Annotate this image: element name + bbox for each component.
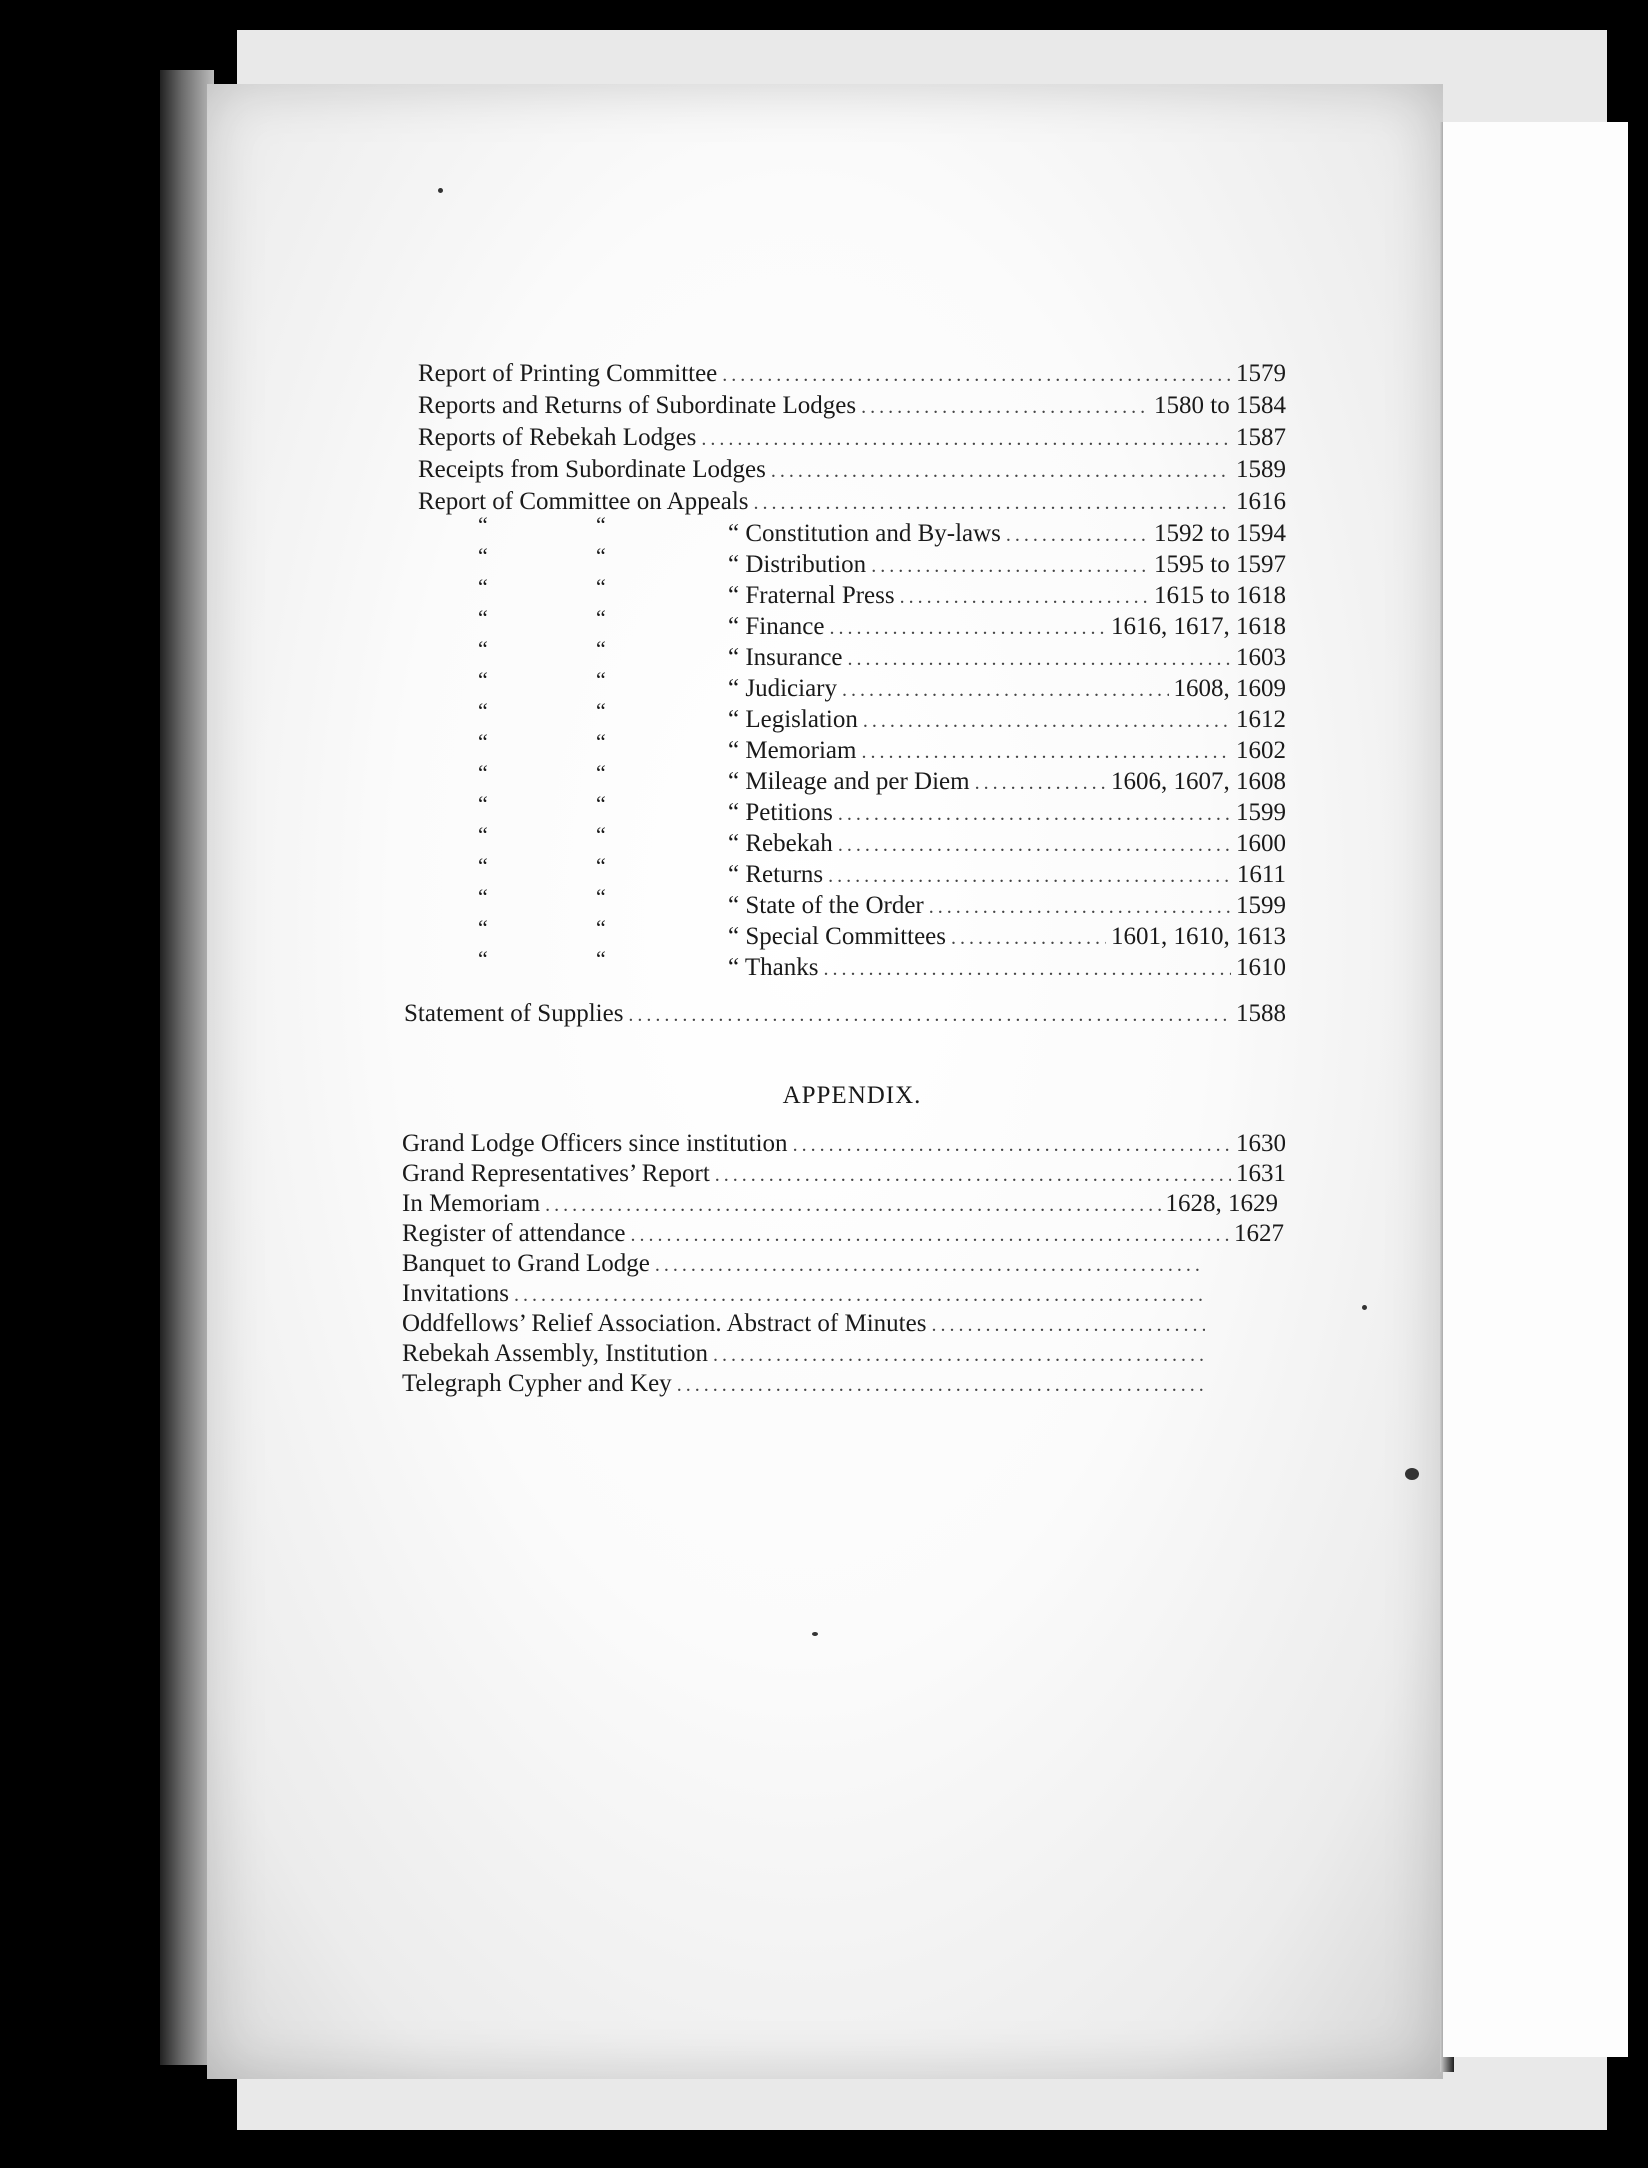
entry-label: Grand Representatives’ Report (402, 1160, 710, 1187)
ditto-mark: “ (596, 760, 606, 785)
ditto-mark: “ (478, 884, 488, 909)
entry-label: “ Petitions (728, 799, 833, 826)
dot-leader (861, 396, 1149, 419)
ditto-mark: “ (596, 915, 606, 940)
paper-speck (812, 1632, 818, 1636)
toc-subentry (728, 799, 1286, 829)
ditto-mark: “ (478, 636, 488, 661)
entry-label: “ State of the Order (728, 892, 924, 919)
toc-subentry (728, 582, 1286, 612)
dot-leader (701, 428, 1231, 451)
page-number: 1600 (1236, 830, 1286, 857)
dot-leader (1006, 524, 1149, 547)
entry-label: “ Legislation (728, 706, 858, 733)
entry-label: Rebekah Assembly, Institution (402, 1340, 708, 1367)
entry-label: “ Thanks (728, 954, 819, 981)
page-number: 1579 (1236, 360, 1286, 387)
toc-subentry (728, 613, 1286, 643)
dot-leader (863, 710, 1231, 733)
dot-leader (871, 555, 1149, 578)
ditto-mark: “ (478, 574, 488, 599)
ditto-mark: “ (478, 915, 488, 940)
ditto-mark: “ (596, 946, 606, 971)
appendix-entry (402, 1190, 1278, 1220)
appendix-entry (402, 1310, 1210, 1340)
dot-leader (514, 1284, 1205, 1307)
dot-leader (838, 803, 1231, 826)
ditto-mark: “ (478, 822, 488, 847)
ditto-mark: “ (596, 512, 606, 537)
ditto-mark: “ (596, 822, 606, 847)
entry-label: Register of attendance (402, 1220, 626, 1247)
page-number: 1608, 1609 (1173, 675, 1286, 702)
dot-leader (628, 1004, 1231, 1027)
ditto-mark: “ (596, 543, 606, 568)
toc-subentry (728, 923, 1286, 953)
dot-leader (545, 1194, 1160, 1217)
entry-label: Report of Committee on Appeals (418, 488, 749, 515)
entry-label: Reports and Returns of Subordinate Lodges (418, 392, 857, 419)
ditto-mark: “ (478, 791, 488, 816)
entry-label: “ Constitution and By-laws (728, 520, 1001, 547)
toc-subentry (728, 644, 1286, 674)
dot-leader (771, 460, 1231, 483)
toc-entry (404, 1000, 1286, 1030)
dot-leader (828, 865, 1232, 888)
entry-label: Grand Lodge Officers since institution (402, 1130, 788, 1157)
entry-label: “ Returns (728, 861, 824, 888)
dot-leader (838, 834, 1231, 857)
entry-label: “ Special Committees (728, 923, 947, 950)
page-number: 1606, 1607, 1608 (1111, 768, 1286, 795)
toc-subentry (728, 520, 1286, 550)
dot-leader (793, 1134, 1231, 1157)
ditto-mark: “ (478, 946, 488, 971)
page-number: 1610 (1236, 954, 1286, 981)
ditto-mark: “ (596, 667, 606, 692)
ditto-mark: “ (596, 791, 606, 816)
entry-label: In Memoriam (402, 1190, 541, 1217)
ditto-mark: “ (596, 574, 606, 599)
entry-label: “ Distribution (728, 551, 867, 578)
page-number: 1611 (1236, 861, 1286, 888)
ditto-mark: “ (596, 698, 606, 723)
appendix-heading: APPENDIX. (782, 1082, 922, 1109)
entry-label: “ Finance (728, 613, 825, 640)
toc-subentry (728, 954, 1286, 984)
ditto-mark: “ (596, 853, 606, 878)
page-edge-shadow (160, 70, 214, 2065)
dot-leader (722, 364, 1231, 387)
appendix-entry (402, 1130, 1286, 1160)
dot-leader (951, 927, 1106, 950)
ditto-mark: “ (478, 698, 488, 723)
dot-leader (929, 896, 1231, 919)
appendix-entry (402, 1370, 1210, 1400)
paper-speck (438, 188, 443, 193)
paper-speck (1405, 1468, 1419, 1480)
appendix-entry (402, 1160, 1286, 1190)
toc-subentry (728, 768, 1286, 798)
dot-leader (677, 1374, 1205, 1397)
entry-label: “ Rebekah (728, 830, 833, 857)
entry-label: Report of Printing Committee (418, 360, 718, 387)
ditto-mark: “ (596, 729, 606, 754)
ditto-mark: “ (478, 605, 488, 630)
page-number: 1589 (1236, 456, 1286, 483)
page-number: 1599 (1236, 799, 1286, 826)
page-number: 1592 to 1594 (1154, 520, 1286, 547)
entry-label: Telegraph Cypher and Key (402, 1370, 672, 1397)
dot-leader (655, 1254, 1205, 1277)
appendix-entry (402, 1250, 1210, 1280)
toc-entry (418, 392, 1286, 422)
page-number: 1628, 1629 (1165, 1190, 1278, 1217)
entry-label: Banquet to Grand Lodge (402, 1250, 650, 1277)
ditto-mark: “ (596, 605, 606, 630)
page-number: 1603 (1236, 644, 1286, 671)
dot-leader (861, 741, 1231, 764)
page-number: 1616, 1617, 1618 (1111, 613, 1286, 640)
toc-subentry (728, 551, 1286, 581)
dot-leader (754, 492, 1231, 515)
page-number: 1630 (1236, 1130, 1286, 1157)
toc-subentry (728, 892, 1286, 922)
ditto-mark: “ (478, 760, 488, 785)
toc-subentry (728, 737, 1286, 767)
dot-leader (713, 1344, 1205, 1367)
toc-subentry (728, 675, 1286, 705)
page-number: 1631 (1236, 1160, 1286, 1187)
entry-label: Invitations (402, 1280, 509, 1307)
dot-leader (824, 958, 1232, 981)
entry-label: Statement of Supplies (404, 1000, 624, 1027)
toc-entry (418, 456, 1286, 486)
page-number: 1615 to 1618 (1154, 582, 1286, 609)
appendix-entry (402, 1340, 1210, 1370)
page-number: 1595 to 1597 (1154, 551, 1286, 578)
entry-label: “ Mileage and per Diem (728, 768, 970, 795)
facing-page-strip (1443, 122, 1628, 2057)
ditto-mark: “ (596, 636, 606, 661)
page-number: 1616 (1236, 488, 1286, 515)
appendix-entry (402, 1280, 1210, 1310)
page-number: 1612 (1236, 706, 1286, 733)
page-number: 1587 (1236, 424, 1286, 451)
ditto-mark: “ (478, 512, 488, 537)
page-number: 1588 (1236, 1000, 1286, 1027)
toc-entry (418, 488, 1286, 518)
toc-subentry (728, 706, 1286, 736)
dot-leader (975, 772, 1106, 795)
ditto-mark: “ (478, 729, 488, 754)
dot-leader (900, 586, 1149, 609)
toc-entry (418, 360, 1286, 390)
ditto-mark: “ (596, 884, 606, 909)
toc-subentry (728, 861, 1286, 891)
dot-leader (829, 617, 1106, 640)
ditto-mark: “ (478, 853, 488, 878)
entry-label: “ Insurance (728, 644, 843, 671)
dot-leader (848, 648, 1231, 671)
page-number: 1627 (1234, 1220, 1284, 1247)
entry-label: “ Fraternal Press (728, 582, 895, 609)
entry-label: “ Judiciary (728, 675, 837, 702)
entry-label: Oddfellows’ Relief Association. Abstract of Minutes (402, 1310, 927, 1337)
page-number: 1602 (1236, 737, 1286, 764)
dot-leader (631, 1224, 1229, 1247)
dot-leader (842, 679, 1169, 702)
ditto-mark: “ (478, 667, 488, 692)
appendix-entry (402, 1220, 1284, 1250)
entry-label: Reports of Rebekah Lodges (418, 424, 697, 451)
ditto-mark: “ (478, 543, 488, 568)
page-number: 1580 to 1584 (1154, 392, 1286, 419)
paper-speck (1362, 1305, 1367, 1310)
page-number: 1599 (1236, 892, 1286, 919)
dot-leader (715, 1164, 1231, 1187)
page-number: 1601, 1610, 1613 (1111, 923, 1286, 950)
toc-subentry (728, 830, 1286, 860)
entry-label: “ Memoriam (728, 737, 857, 764)
dot-leader (931, 1314, 1205, 1337)
entry-label: Receipts from Subordinate Lodges (418, 456, 766, 483)
toc-entry (418, 424, 1286, 454)
